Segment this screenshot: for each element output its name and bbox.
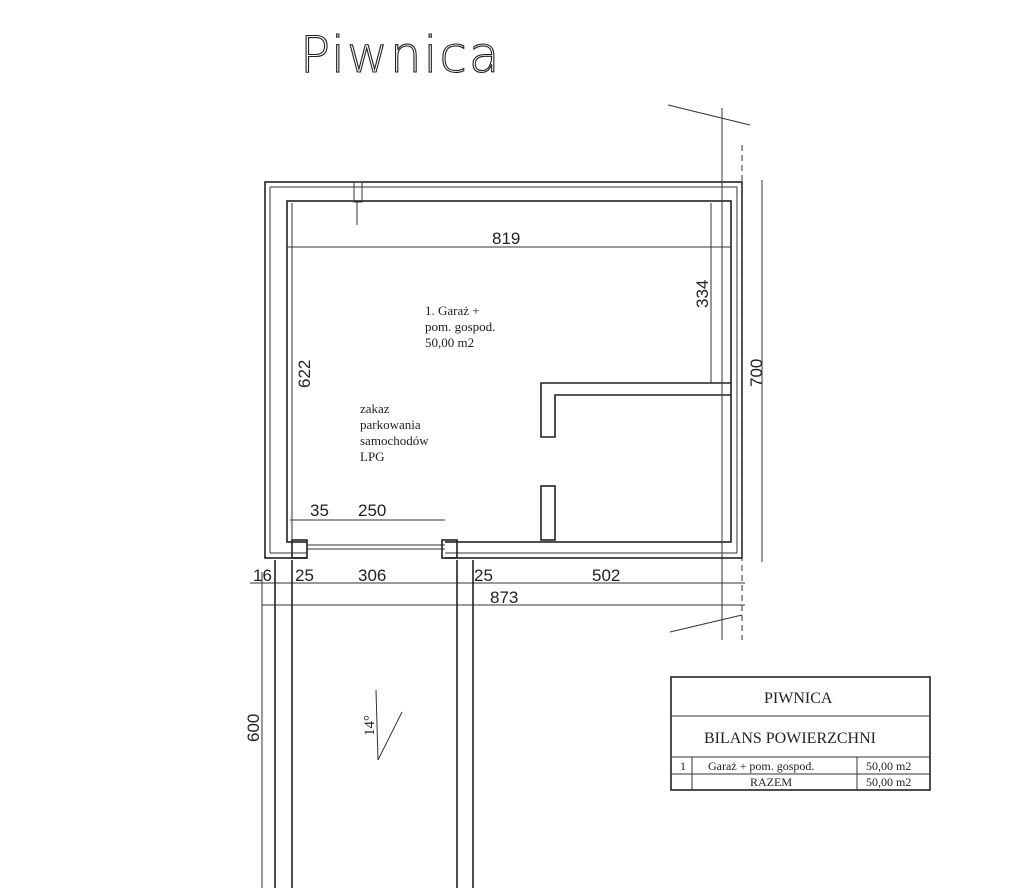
dim-600: 600 [244, 713, 263, 742]
table-row-1-area: 50,00 m2 [866, 759, 912, 773]
partition-wall [541, 383, 731, 437]
dim-334: 334 [693, 279, 712, 308]
drawing-title: Piwnica [300, 26, 502, 84]
dim-502: 502 [592, 566, 621, 585]
section-marker [670, 615, 742, 632]
dim-25b: 25 [474, 566, 493, 585]
table-row-2-area: 50,00 m2 [866, 775, 912, 789]
dim-35: 35 [310, 501, 329, 520]
inner-wall [287, 201, 731, 542]
partition-stub [541, 486, 555, 540]
dim-819: 819 [492, 229, 521, 248]
dim-25a: 25 [295, 566, 314, 585]
room-label-line1: 1. Garaż + [425, 303, 480, 318]
room-label-line3: 50,00 m2 [425, 335, 475, 350]
note-line1: zakaz [360, 401, 390, 416]
table-row-1-name: Garaż + pom. gospod. [708, 759, 815, 773]
dim-622: 622 [295, 359, 314, 388]
area-table [671, 677, 930, 790]
table-row-2-name: RAZEM [750, 775, 792, 789]
table-subheader: BILANS POWIERZCHNI [704, 730, 876, 747]
table-header: PIWNICA [764, 690, 833, 707]
note-line3: samochodów [360, 433, 429, 448]
section-marker [668, 105, 750, 125]
vent-marker [354, 182, 362, 202]
ramp-angle: 14° [362, 715, 378, 736]
dim-873: 873 [490, 588, 519, 607]
dim-700: 700 [747, 358, 766, 387]
ramp-slope-arrow [378, 712, 402, 760]
room-label-line2: pom. gospod. [425, 319, 496, 334]
dim-16: 16 [253, 566, 272, 585]
dim-250: 250 [358, 501, 387, 520]
door-opening [307, 540, 445, 560]
dim-306: 306 [358, 566, 387, 585]
note-line2: parkowania [360, 417, 421, 432]
table-row-1-num: 1 [680, 759, 686, 773]
note-line4: LPG [360, 449, 385, 464]
